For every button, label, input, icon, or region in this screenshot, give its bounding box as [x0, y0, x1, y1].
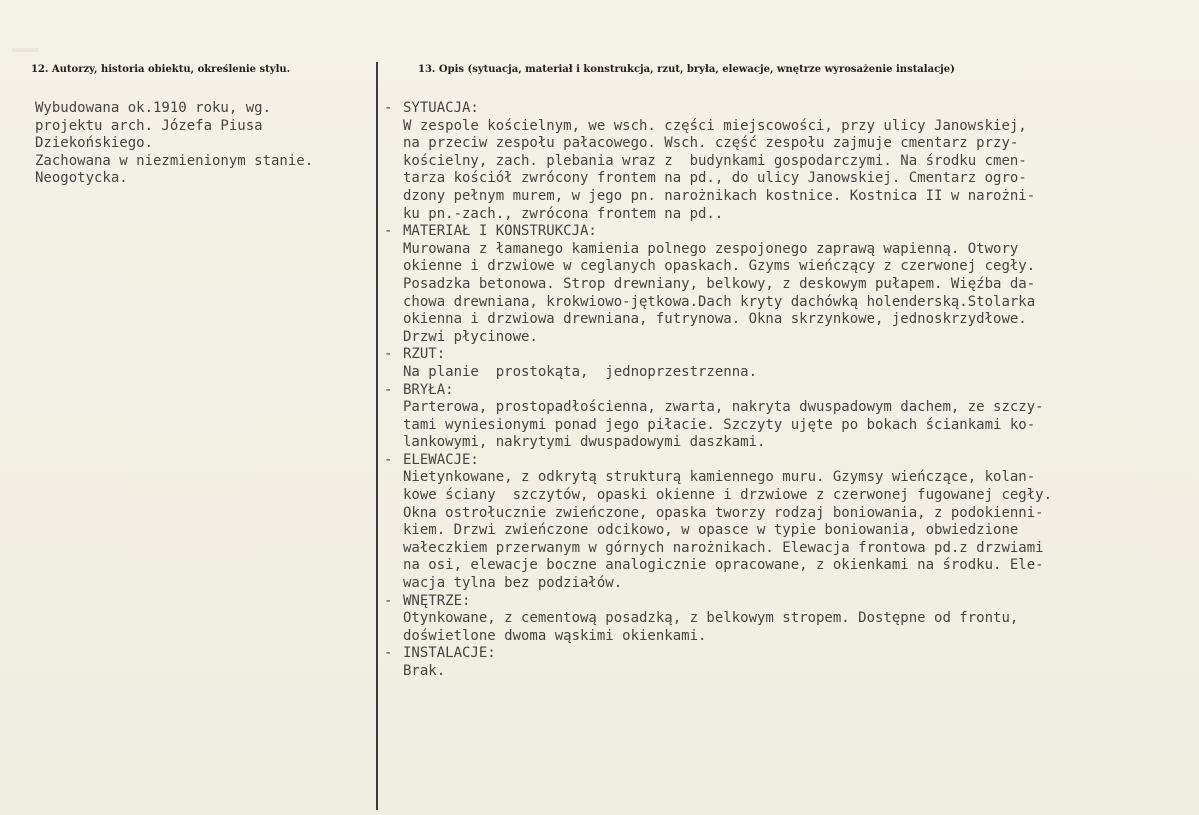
history-line: Neogotycka.	[35, 170, 128, 187]
description-text-block	[384, 100, 1052, 681]
section-title-label: BRYŁA:	[403, 381, 454, 398]
section-title-label: MATERIAŁ I KONSTRUKCJA:	[403, 223, 597, 240]
section-heading	[384, 382, 1052, 400]
section-text-line: chowa drewniana, krokwiowo-jętkowa.Dach kryty dachówką holenderską.Stolarka	[403, 293, 1036, 310]
section-text-line: kowe ściany szczytów, opaski okienne i drzwiowe z czerwonej fugowanej cegły.	[403, 487, 1053, 504]
section-heading	[384, 593, 1052, 611]
section-text-line: na osi, elewacje boczne analogicznie opracowane, z okienkami na środku. Ele-	[403, 557, 1044, 574]
section-text-line: Okna ostrołucznie zwieńczone, opaska tworzy rodzaj boniowania, z podokienni-	[403, 504, 1044, 521]
section-text-line: Posadzka betonowa. Strop drewniany, belkowy, z deskowym pułapem. Więźba da-	[403, 275, 1036, 292]
section-text-line: tarza kościół zwrócony frontem na pd., do ulicy Janowskiej. Cmentarz ogro-	[403, 170, 1027, 187]
section-title-label: SYTUACJA:	[403, 100, 479, 116]
dash-marker: -	[384, 451, 393, 468]
section-text-line: Brak.	[403, 663, 446, 679]
dash-marker: -	[384, 645, 393, 662]
section-title-label: ELEWACJE:	[403, 451, 479, 468]
section-text-line: Na planie prostokąta, jednoprzestrzenna.	[403, 363, 758, 380]
history-line: Zachowana w niezmienionym stanie.	[35, 152, 314, 169]
section-heading	[384, 223, 1052, 241]
section-text-line: Otynkowane, z cementową posadzką, z belkowym stropem. Dostępne od frontu,	[403, 610, 1019, 627]
section-text-line: Parterowa, prostopadłościenna, zwarta, nakryta dwuspadowym dachem, ze szczy-	[403, 399, 1044, 416]
section-text-line: wacja tylna bez podziałów.	[403, 575, 623, 592]
section-text-line: Nietynkowane, z odkrytą strukturą kamiennego muru. Gzymsy wieńczące, kolan-	[403, 469, 1036, 486]
section-text-line: na przeciw zespołu pałacowego. Wsch. część zespołu zajmuje cmentarz przy-	[403, 135, 1019, 152]
section-text-line: dzony pełnym murem, w jego pn. narożnikach kostnice. Kostnica II w narożni-	[403, 187, 1036, 204]
dash-marker: -	[384, 100, 393, 116]
header-description: 13. Opis (sytuacja, materiał i konstrukcja, rzut, bryła, elewacje, wnętrze wyrosażenie instalacje)	[418, 64, 955, 75]
section-text-line: lankowymi, nakrytymi dwuspadowymi daszkami.	[403, 434, 766, 451]
section-text-line: okienna i drzwiowa drewniana, futrynowa. Okna skrzynkowe, jednoskrzydłowe.	[403, 311, 1027, 328]
history-line: Wybudowana ok.1910 roku, wg.	[35, 100, 272, 116]
history-line: Dziekońskiego.	[35, 135, 154, 152]
section-text-line: W zespole kościelnym, we wsch. części miejscowości, przy ulicy Janowskiej,	[403, 117, 1027, 134]
header-authors-history-style: 12. Autorzy, historia obiektu, określenie stylu.	[31, 64, 291, 75]
dash-marker: -	[384, 592, 393, 609]
history-line: projektu arch. Józefa Piusa	[35, 117, 263, 134]
section-title-label: RZUT:	[403, 346, 446, 363]
column-divider	[376, 62, 378, 810]
section-heading	[384, 100, 1052, 118]
section-text-line: Drzwi płycinowe.	[403, 328, 538, 345]
section-text-line: wałeczkiem przerwanym w górnych narożnikach. Elewacja frontowa pd.z drzwiami	[403, 539, 1044, 556]
section-heading	[384, 645, 1052, 663]
section-heading	[384, 346, 1052, 364]
history-text-block	[35, 100, 313, 188]
dash-marker: -	[384, 223, 393, 240]
section-text-line: Murowana z łamanego kamienia polnego zespojonego zaprawą wapienną. Otwory	[403, 240, 1019, 257]
section-text-line: tami wyniesionymi ponad jego piłacie. Szczyty ujęte po bokach ściankami ko-	[403, 416, 1036, 433]
section-text-line: okienne i drzwiowe w ceglanych opaskach. Gzyms wieńczący z czerwonej cegły.	[403, 258, 1036, 275]
section-title-label: INSTALACJE:	[403, 645, 496, 662]
dash-marker: -	[384, 381, 393, 398]
paper-mark	[12, 48, 38, 52]
section-text-line: ku pn.-zach., zwrócona frontem na pd..	[403, 205, 724, 222]
section-title-label: WNĘTRZE:	[403, 592, 471, 609]
dash-marker: -	[384, 346, 393, 363]
section-heading	[384, 452, 1052, 470]
section-text-line: kiem. Drzwi zwieńczone odcikowo, w opasce w typie boniowania, obwiedzione	[403, 522, 1019, 539]
section-text-line: kościelny, zach. plebania wraz z budynkami gospodarczymi. Na środku cmen-	[403, 152, 1027, 169]
section-text-line: doświetlone dwoma wąskimi okienkami.	[403, 627, 707, 644]
